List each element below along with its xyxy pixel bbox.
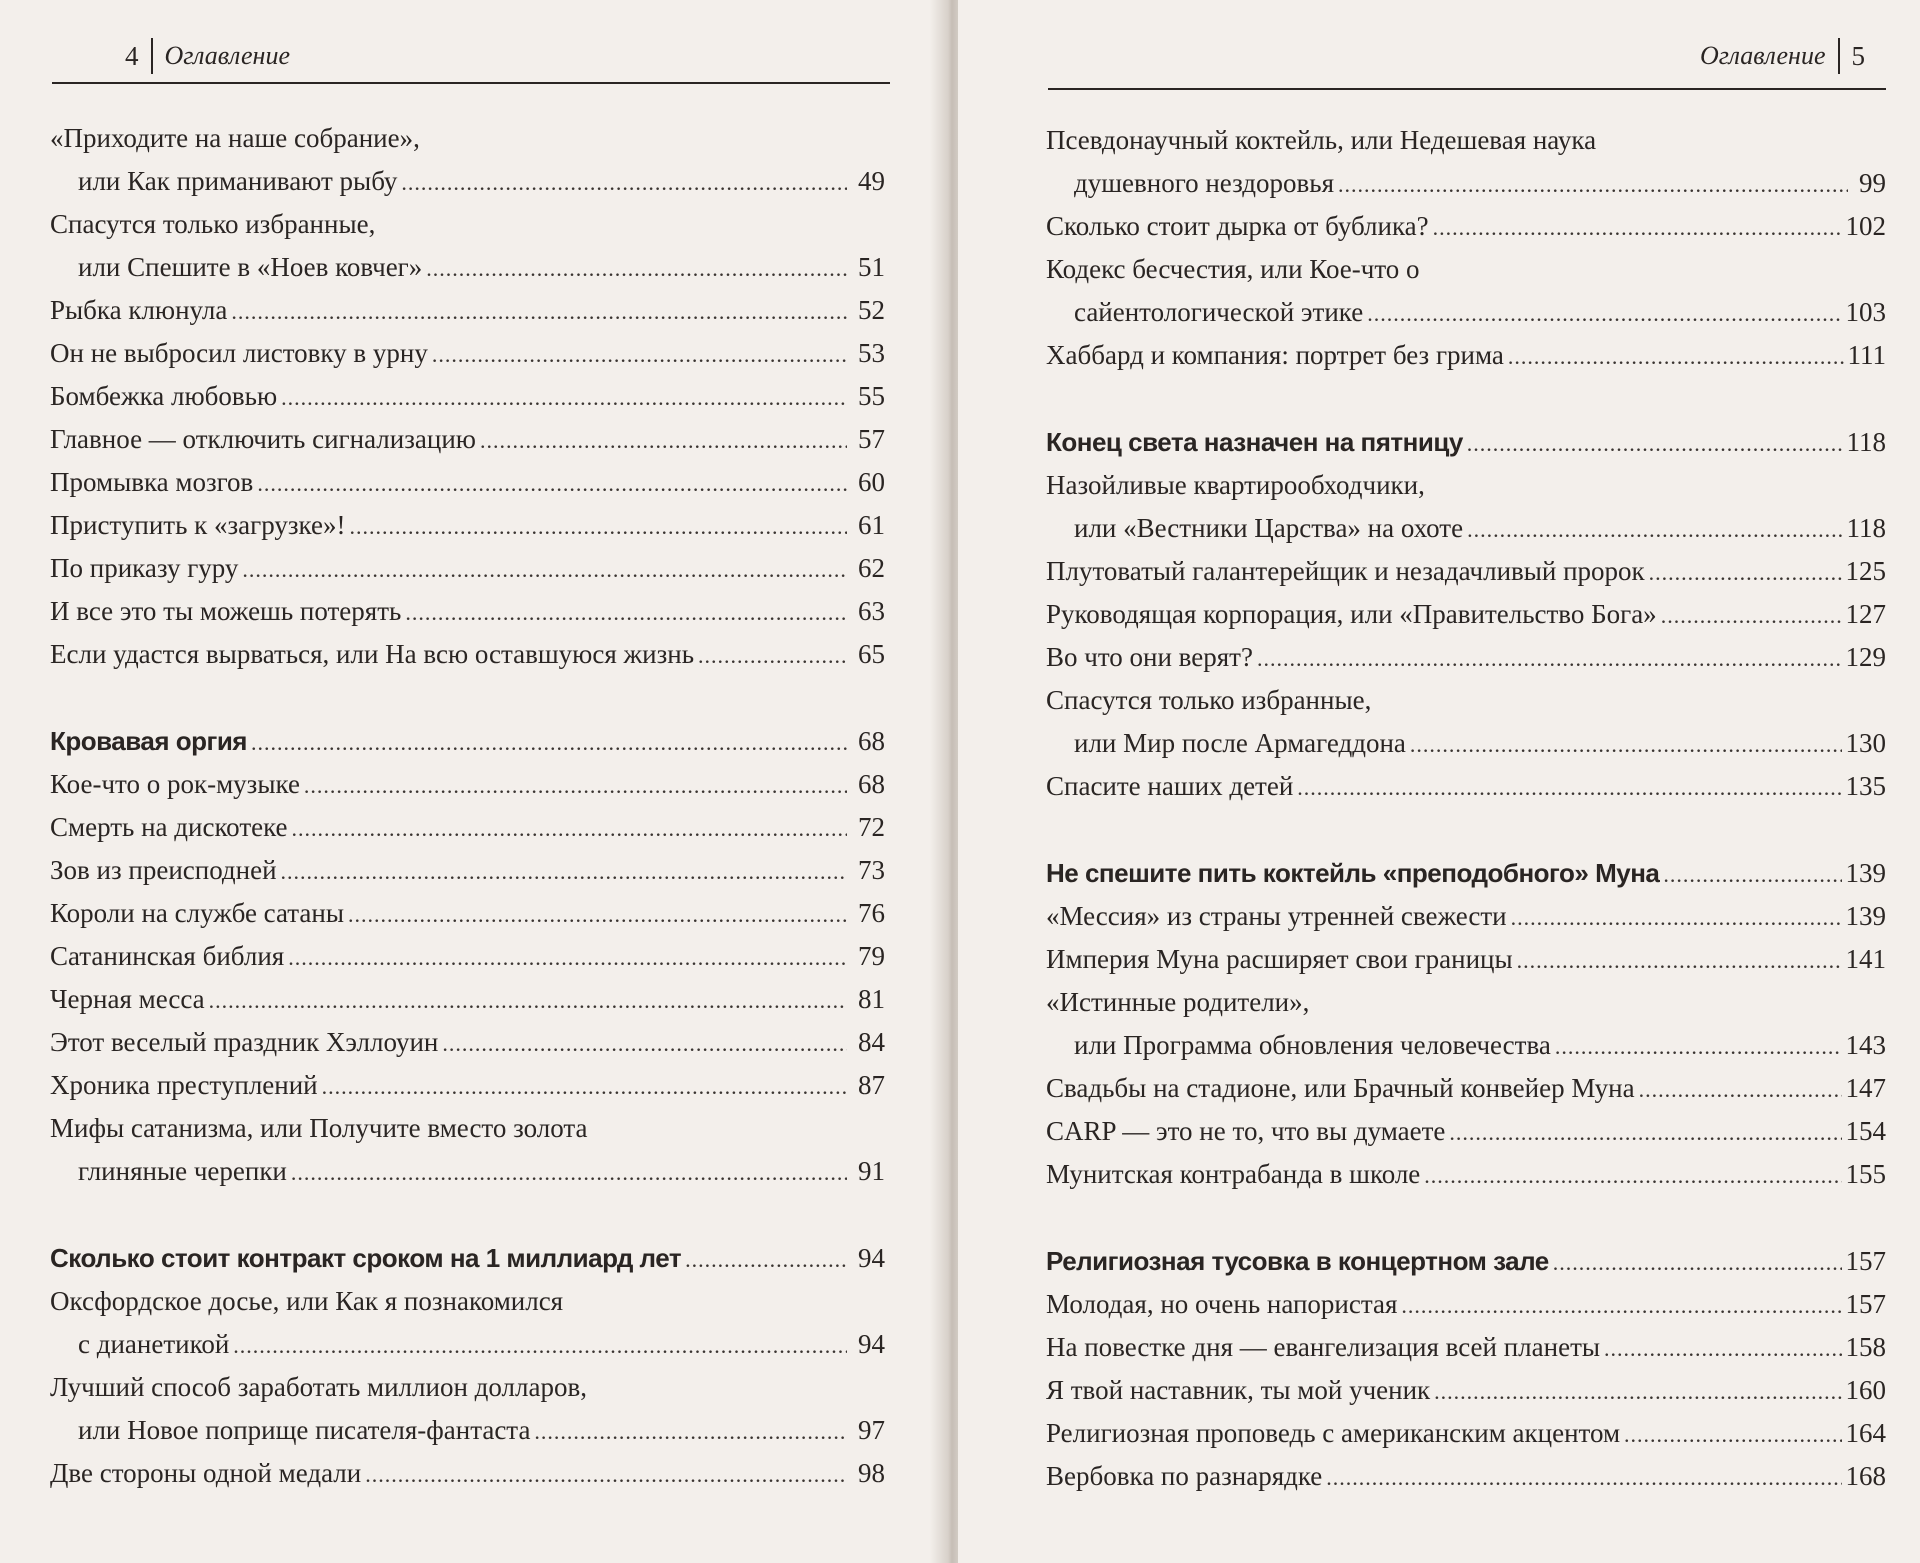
toc-entry [1046,637,1886,680]
toc-entry-title: Не спешите пить коктейль «преподобного» Муна [1046,858,1660,888]
toc-entry [50,1108,885,1194]
toc-line [50,634,885,677]
dot-leader [480,420,847,462]
toc-page-number: 139 [1845,858,1886,888]
toc-page-number: 118 [1846,427,1886,457]
toc-entry-title: Я твой наставник, ты мой ученик [1046,1375,1431,1405]
section-gap [50,1194,885,1238]
toc-page-number: 102 [1845,211,1886,241]
toc-line [1046,853,1886,896]
toc-entry-title: Лучший способ заработать миллион долларов, [50,1372,587,1402]
toc-page-number: 99 [1859,168,1886,198]
toc-line [1046,1068,1886,1111]
toc-entry-title: или Спешите в «Ноев ковчег» [78,252,423,282]
toc-chapter [1046,422,1886,465]
dot-leader [442,1023,847,1065]
toc-page-number: 97 [858,1415,885,1445]
toc-entry [1046,1068,1886,1111]
toc-line [1046,939,1886,982]
toc-page-number: 65 [858,639,885,669]
dot-leader [1649,552,1842,594]
toc-entry [1046,594,1886,637]
toc-entry-title: Кровавая оргия [50,726,247,756]
toc-entry-title: На повестке дня — евангелизация всей планеты [1046,1332,1601,1362]
toc-entry-title: CARP — это не то, что вы думаете [1046,1116,1446,1146]
toc-line [50,290,885,333]
toc-line [50,893,885,936]
dot-leader [1410,724,1842,766]
toc-entry-title: Спасутся только избранные, [50,209,376,239]
toc-line [1046,508,1886,551]
dot-leader [1338,164,1848,206]
toc-entry-title: «Мессия» из страны утренней свежести [1046,901,1507,931]
toc-entry [50,118,885,204]
toc-entry-title: Оксфордское досье, или Как я познакомился [50,1286,564,1316]
toc-line [50,1108,885,1151]
toc-line [50,1367,885,1410]
page-header [1700,38,1865,74]
toc-chapter [1046,1241,1886,1284]
toc-entry-title: Мифы сатанизма, или Получите вместо золота [50,1113,588,1143]
dot-leader [1467,423,1843,465]
toc-line [50,721,885,764]
toc-entry [50,1022,885,1065]
dot-leader [426,248,847,290]
toc-entry-title: Если удастся вырваться, или На всю оставшуюся жизнь [50,639,695,669]
toc-entry [1046,1413,1886,1456]
toc-entry-title: или Новое поприще писателя-фантаста [78,1415,531,1445]
toc-page-number: 103 [1845,297,1886,327]
toc-entry [1046,1111,1886,1154]
section-gap [50,677,885,721]
toc-line [50,161,885,204]
dot-leader [231,291,847,333]
dot-leader [322,1066,847,1108]
toc-line [50,505,885,548]
toc-entry [50,850,885,893]
toc-entry-title: Кодекс бесчестия, или Кое-что о [1046,254,1420,284]
toc-entry-title: Черная месса [50,984,205,1014]
toc-page-number: 141 [1845,944,1886,974]
running-title: Оглавление [164,41,290,70]
toc-entry-title: И все это ты можешь потерять [50,596,402,626]
dot-leader [288,937,847,979]
toc-entry [50,1065,885,1108]
dot-leader [257,463,847,505]
toc-entry-title: Спасутся только избранные, [1046,685,1372,715]
toc-line [1046,1370,1886,1413]
toc-entry [1046,1327,1886,1370]
toc-chapter [50,1238,885,1281]
toc-page-number: 157 [1845,1246,1886,1276]
toc-page-number: 55 [858,381,885,411]
toc-entry-title: Молодая, но очень напористая [1046,1289,1398,1319]
toc-entry [1046,465,1886,551]
toc-line [1046,422,1886,465]
toc-line [1046,896,1886,939]
toc-entry-title: или Как приманивают рыбу [78,166,398,196]
toc-entry [1046,766,1886,809]
dot-leader [349,506,847,548]
toc-line [1046,292,1886,335]
toc-entry [1046,1154,1886,1197]
toc-entry-title: Сколько стоит дырка от бублика? [1046,211,1429,241]
left-page [0,0,950,1563]
dot-leader [1661,595,1842,637]
toc-page-number: 129 [1845,642,1886,672]
toc-entry-title: «Истинные родители», [1046,987,1310,1017]
toc-line [50,807,885,850]
dot-leader [1508,336,1844,378]
toc-line [50,591,885,634]
toc-line [1046,594,1886,637]
toc-page-number: 118 [1846,513,1886,543]
toc-page-number: 87 [858,1070,885,1100]
toc-entry [50,505,885,548]
dot-leader [1367,293,1841,335]
toc-entry [1046,1370,1886,1413]
toc-line [50,548,885,591]
toc-line [1046,1241,1886,1284]
dot-leader [1401,1285,1841,1327]
toc-entry-title: или Мир после Армагеддона [1074,728,1406,758]
toc-page-number: 68 [858,769,885,799]
toc-entry-title: Зов из преисподней [50,855,277,885]
dot-leader [1624,1414,1841,1456]
dot-leader [281,851,847,893]
toc-line [50,1238,885,1281]
toc-entry-title: глиняные черепки [78,1156,287,1186]
toc-entry-title: Назойливые квартирообходчики, [1046,470,1425,500]
header-separator [151,38,153,74]
toc-line [1046,1111,1886,1154]
toc-entry [1046,1456,1886,1499]
toc-entry-title: Бомбежка любовью [50,381,278,411]
dot-leader [233,1325,847,1367]
right-page [958,0,1920,1563]
toc-entry [50,634,885,677]
page-number: 5 [1851,40,1865,71]
toc-entry [50,936,885,979]
toc-entry [1046,680,1886,766]
toc-entry-title: Главное — отключить сигнализацию [50,424,476,454]
toc-page-number: 160 [1845,1375,1886,1405]
dot-leader [1663,854,1841,896]
toc-entry-title: Смерть на дискотеке [50,812,288,842]
toc-entry-title: Вербовка по разнарядке [1046,1461,1323,1491]
toc-chapter [1046,853,1886,896]
toc-entry-title: Приступить к «загрузке»! [50,510,346,540]
toc-line [1046,1284,1886,1327]
toc-entry [50,979,885,1022]
dot-leader [1257,638,1842,680]
toc-entry-title: Сколько стоит контракт сроком на 1 миллиард лет [50,1243,682,1273]
dot-leader [365,1454,847,1496]
toc-entry-title: Короли на службе сатаны [50,898,344,928]
toc-line [50,118,885,161]
toc-line [1046,1154,1886,1197]
table-of-contents [50,118,885,1496]
toc-entry [50,1281,885,1367]
toc-entry-title: Религиозная проповедь с американским акцентом [1046,1418,1621,1448]
toc-entry [1046,335,1886,378]
dot-leader [432,334,847,376]
toc-page-number: 155 [1845,1159,1886,1189]
toc-entry [50,764,885,807]
toc-entry [50,591,885,634]
toc-entry [50,462,885,505]
toc-line [50,1281,885,1324]
toc-entry [1046,206,1886,249]
toc-entry-title: Свадьбы на стадионе, или Брачный конвейер Муна [1046,1073,1635,1103]
running-title: Оглавление [1700,41,1826,70]
toc-page-number: 157 [1845,1289,1886,1319]
page-number: 4 [125,40,139,71]
toc-entry-title: или «Вестники Царства» на охоте [1074,513,1464,543]
toc-page-number: 63 [858,596,885,626]
toc-page-number: 125 [1845,556,1886,586]
dot-leader [1604,1328,1841,1370]
toc-line [50,850,885,893]
toc-line [1046,120,1886,163]
toc-entry-title: Спасите наших детей [1046,771,1294,801]
toc-line [50,376,885,419]
toc-page-number: 73 [858,855,885,885]
header-rule [52,82,890,84]
toc-page-number: 79 [858,941,885,971]
toc-entry-title: Кое-что о рок-музыке [50,769,300,799]
toc-entry-title: Рыбка клюнула [50,295,228,325]
toc-entry [1046,1284,1886,1327]
toc-entry [50,807,885,850]
toc-line [50,764,885,807]
toc-line [1046,465,1886,508]
dot-leader [1449,1112,1841,1154]
toc-line [50,462,885,505]
toc-page-number: 98 [858,1458,885,1488]
toc-entry-title: Две стороны одной медали [50,1458,362,1488]
section-gap [1046,1197,1886,1241]
toc-entry-title: Конец света назначен на пятницу [1046,427,1463,457]
toc-page-number: 68 [858,726,885,756]
toc-entry-title: «Приходите на наше собрание», [50,123,420,153]
dot-leader [281,377,847,419]
toc-line [50,1151,885,1194]
toc-entry-title: сайентологической этике [1074,297,1364,327]
dot-leader [1424,1155,1841,1197]
page-header [125,38,290,74]
toc-line [50,1453,885,1496]
toc-page-number: 76 [858,898,885,928]
toc-entry-title: Империя Муна расширяет свои границы [1046,944,1513,974]
dot-leader [698,635,847,677]
dot-leader [1553,1242,1842,1284]
toc-line [50,1065,885,1108]
dot-leader [1433,207,1842,249]
dot-leader [291,1152,847,1194]
dot-leader [292,808,847,850]
toc-entry [50,1367,885,1453]
toc-page-number: 94 [858,1329,885,1359]
toc-line [1046,249,1886,292]
toc-entry-title: Хаббард и компания: портрет без грима [1046,340,1504,370]
toc-line [50,1022,885,1065]
toc-line [50,204,885,247]
toc-page-number: 61 [858,510,885,540]
toc-entry [1046,982,1886,1068]
toc-page-number: 60 [858,467,885,497]
toc-entry [50,333,885,376]
dot-leader [401,162,847,204]
dot-leader [685,1239,847,1281]
toc-entry-title: Он не выбросил листовку в урну [50,338,428,368]
dot-leader [534,1411,847,1453]
toc-entry [1046,120,1886,206]
toc-entry-title: Во что они верят? [1046,642,1253,672]
toc-page-number: 147 [1845,1073,1886,1103]
toc-entry-title: Промывка мозгов [50,467,254,497]
toc-page-number: 51 [858,252,885,282]
toc-page-number: 130 [1845,728,1886,758]
toc-line [50,979,885,1022]
dot-leader [1555,1026,1842,1068]
toc-line [1046,206,1886,249]
toc-page-number: 57 [858,424,885,454]
toc-entry [50,204,885,290]
dot-leader [242,549,847,591]
toc-entry-title: или Программа обновления человечества [1074,1030,1551,1060]
toc-page-number: 135 [1845,771,1886,801]
toc-line [50,1324,885,1367]
dot-leader [1511,897,1842,939]
toc-entry [50,893,885,936]
dot-leader [405,592,847,634]
toc-line [50,936,885,979]
toc-entry-title: По приказу гуру [50,553,239,583]
toc-line [1046,1327,1886,1370]
toc-entry-title: Мунитская контрабанда в школе [1046,1159,1421,1189]
toc-entry-title: душевного нездоровья [1074,168,1335,198]
toc-page-number: 111 [1847,340,1886,370]
header-rule [1048,88,1886,90]
toc-line [50,419,885,462]
dot-leader [348,894,847,936]
toc-entry [50,1453,885,1496]
toc-line [1046,1456,1886,1499]
toc-page-number: 49 [858,166,885,196]
dot-leader [209,980,847,1022]
toc-page-number: 81 [858,984,885,1014]
toc-entry-title: Псевдонаучный коктейль, или Недешевая наука [1046,125,1597,155]
toc-entry [50,419,885,462]
table-of-contents [1046,120,1886,1499]
toc-page-number: 127 [1845,599,1886,629]
toc-line [1046,551,1886,594]
dot-leader [1434,1371,1841,1413]
section-gap [1046,809,1886,853]
toc-line [1046,680,1886,723]
toc-page-number: 53 [858,338,885,368]
toc-page-number: 139 [1845,901,1886,931]
toc-line [50,1410,885,1453]
dot-leader [304,765,847,807]
toc-page-number: 158 [1845,1332,1886,1362]
dot-leader [1326,1457,1841,1499]
toc-entry [50,290,885,333]
toc-line [1046,335,1886,378]
dot-leader [251,722,847,764]
toc-line [1046,1413,1886,1456]
toc-page-number: 84 [858,1027,885,1057]
toc-entry [1046,551,1886,594]
toc-entry [1046,249,1886,335]
toc-line [50,333,885,376]
toc-page-number: 91 [858,1156,885,1186]
toc-entry [1046,896,1886,939]
dot-leader [1517,940,1842,982]
dot-leader [1467,509,1842,551]
toc-line [1046,1025,1886,1068]
toc-line [1046,766,1886,809]
toc-entry-title: с дианетикой [78,1329,230,1359]
toc-entry-title: Плутоватый галантерейщик и незадачливый пророк [1046,556,1645,586]
toc-line [1046,637,1886,680]
toc-entry [50,376,885,419]
toc-entry-title: Религиозная тусовка в концертном зале [1046,1246,1549,1276]
toc-page-number: 168 [1845,1461,1886,1491]
toc-entry-title: Руководящая корпорация, или «Правительство Бога» [1046,599,1657,629]
toc-line [1046,163,1886,206]
toc-page-number: 94 [858,1243,885,1273]
toc-entry-title: Сатанинская библия [50,941,285,971]
toc-line [1046,982,1886,1025]
toc-page-number: 164 [1845,1418,1886,1448]
header-separator [1838,38,1840,74]
toc-page-number: 52 [858,295,885,325]
toc-page-number: 62 [858,553,885,583]
toc-entry-title: Этот веселый праздник Хэллоуин [50,1027,439,1057]
toc-chapter [50,721,885,764]
toc-entry [50,548,885,591]
toc-entry-title: Хроника преступлений [50,1070,318,1100]
dot-leader [1639,1069,1842,1111]
toc-page-number: 154 [1845,1116,1886,1146]
toc-page-number: 72 [858,812,885,842]
dot-leader [1297,767,1841,809]
toc-line [1046,723,1886,766]
toc-line [50,247,885,290]
toc-page-number: 143 [1845,1030,1886,1060]
toc-entry [1046,939,1886,982]
section-gap [1046,378,1886,422]
